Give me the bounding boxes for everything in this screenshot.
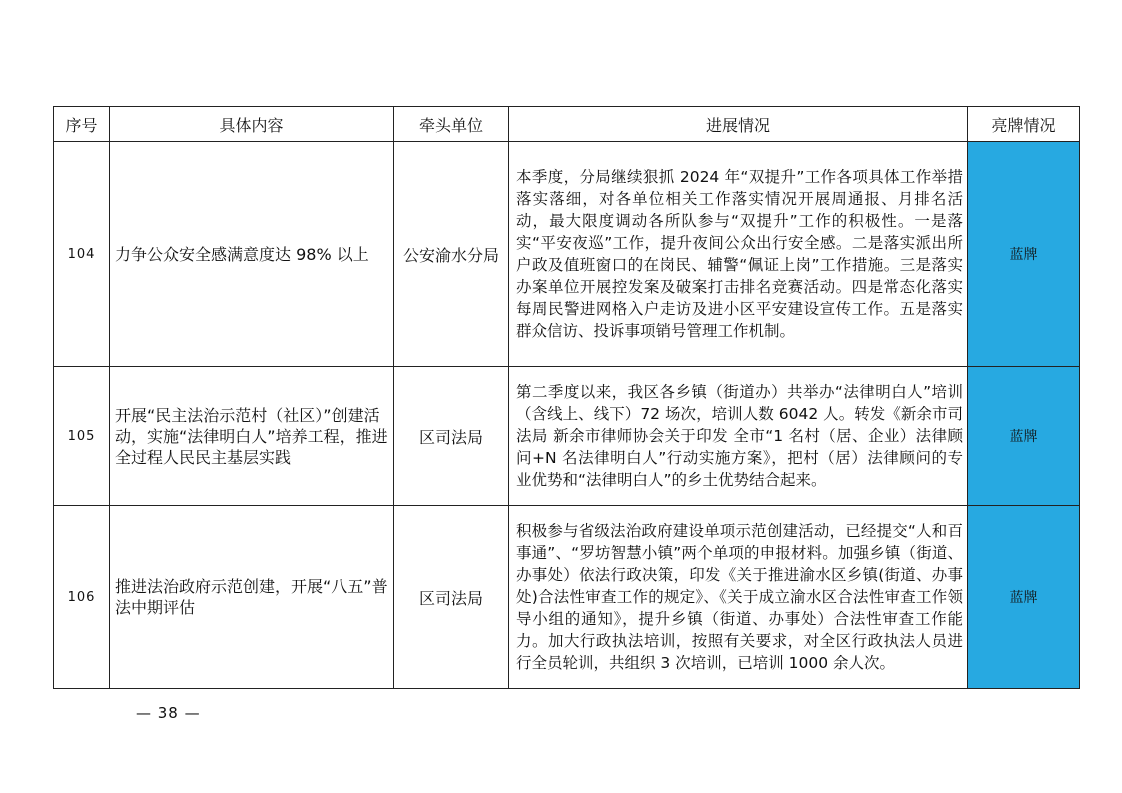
status-badge: 蓝牌 <box>968 142 1080 367</box>
table-row <box>54 367 1080 506</box>
row-progress: 本季度，分局继续狠抓 2024 年“双提升”工作各项具体工作举措落实落细，对各单位相关工作落实情况开展周通报、月排名活动，最大限度调动各所队参与“双提升”工作的积极性。一是落实“平安夜巡”工作，提升夜间公众出行安全感。二是落实派出所户政及值班窗口的在岗民、辅警“佩证上岗”工作措施。三是落实办案单位开展控发案及破案打击排名竞赛活动。四是常态化落实每周民警进网格入户走访及进小区平安建设宣传工作。五是落实群众信访、投诉事项销号管理工作机制。 <box>509 142 968 367</box>
row-index: 105 <box>54 367 110 506</box>
header-progress: 进展情况 <box>509 107 968 142</box>
header-status: 亮牌情况 <box>968 107 1080 142</box>
table-row <box>54 506 1080 689</box>
header-index: 序号 <box>54 107 110 142</box>
row-progress: 积极参与省级法治政府建设单项示范创建活动，已经提交“人和百事通”、“罗坊智慧小镇”两个单项的申报材料。加强乡镇（街道、办事处）依法行政决策，印发《关于推进渝水区乡镇(街道、办事处)合法性审查工作的规定》、《关于成立渝水区合法性审查工作领导小组的通知》，提升乡镇（街道、办事处）合法性审查工作能力。加大行政执法培训，按照有关要求，对全区行政执法人员进行全员轮训，共组织 3 次培训，已培训 1000 余人次。 <box>509 506 968 689</box>
row-lead-unit: 区司法局 <box>394 506 509 689</box>
row-lead-unit: 区司法局 <box>394 367 509 506</box>
status-badge: 蓝牌 <box>968 367 1080 506</box>
row-content: 力争公众安全感满意度达 98% 以上 <box>110 142 394 367</box>
row-content: 开展“民主法治示范村（社区）”创建活动，实施“法律明白人”培养工程，推进全过程人民民主基层实践 <box>110 367 394 506</box>
row-index: 106 <box>54 506 110 689</box>
header-content: 具体内容 <box>110 107 394 142</box>
row-progress: 第二季度以来，我区各乡镇（街道办）共举办“法律明白人”培训（含线上、线下）72 场次，培训人数 6042 人。转发《新余市司法局 新余市律师协会关于印发 全市“1 名村（居、企业）法律顾问+N 名法律明白人”行动实施方案》，把村（居）法律顾问的专业优势和“法律明白人”的乡土优势结合起来。 <box>509 367 968 506</box>
table-header-row <box>54 107 1080 142</box>
status-badge: 蓝牌 <box>968 506 1080 689</box>
row-index: 104 <box>54 142 110 367</box>
row-content: 推进法治政府示范创建，开展“八五”普法中期评估 <box>110 506 394 689</box>
page-number: — 38 — <box>136 704 201 722</box>
header-lead-unit: 牵头单位 <box>394 107 509 142</box>
row-lead-unit: 公安渝水分局 <box>394 142 509 367</box>
progress-table <box>53 106 1080 689</box>
table-row <box>54 142 1080 367</box>
